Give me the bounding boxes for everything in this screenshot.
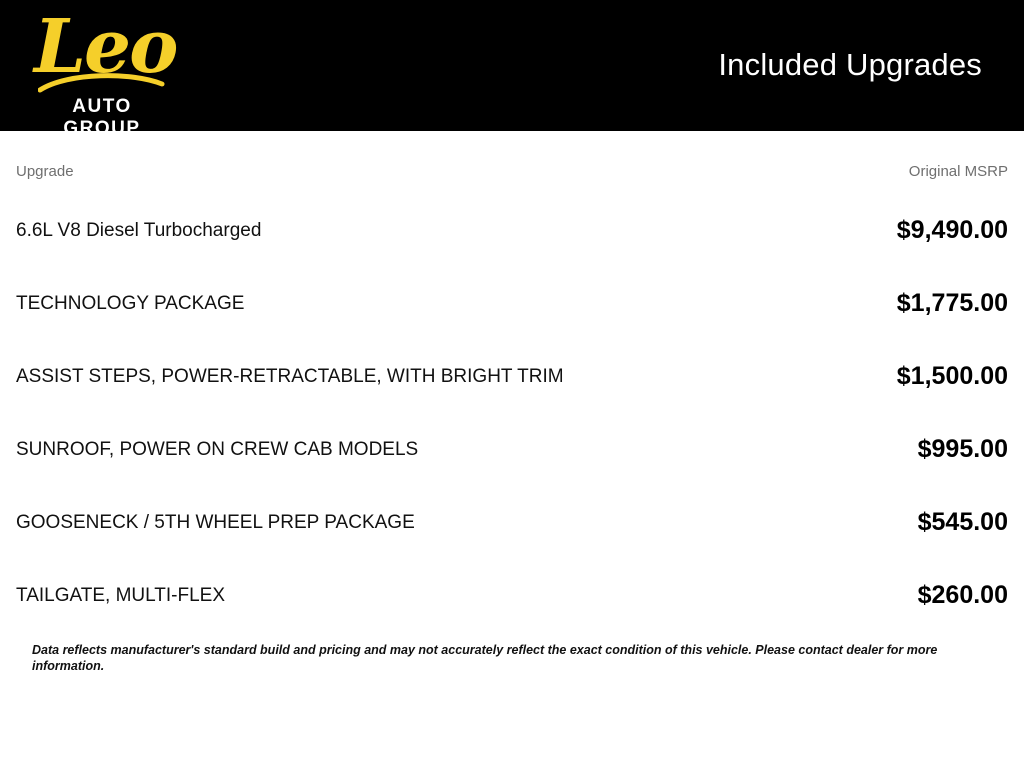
upgrade-price: $1,775.00	[896, 289, 1008, 317]
table-row	[16, 267, 1008, 340]
upgrades-content	[0, 131, 1024, 768]
table-row	[16, 413, 1008, 486]
logo-wordmark: Leo	[34, 4, 177, 90]
dealer-logo	[28, 4, 177, 139]
upgrade-price: $1,500.00	[896, 362, 1008, 390]
table-row	[16, 486, 1008, 559]
table-row	[16, 340, 1008, 413]
upgrade-price: $545.00	[917, 508, 1008, 536]
page-header	[0, 0, 1024, 139]
upgrade-price: $260.00	[917, 581, 1008, 609]
upgrade-name: SUNROOF, POWER ON CREW CAB MODELS	[16, 438, 419, 460]
upgrade-name: TAILGATE, MULTI-FLEX	[16, 584, 226, 606]
page-title: Included Upgrades	[718, 47, 982, 82]
upgrades-table	[16, 131, 1008, 632]
upgrade-name: 6.6L V8 Diesel Turbocharged	[16, 219, 262, 241]
table-row	[16, 194, 1008, 267]
table-row	[16, 559, 1008, 632]
upgrade-name: ASSIST STEPS, POWER-RETRACTABLE, WITH BRIGHT TRIM	[16, 365, 564, 387]
upgrades-table-body	[16, 194, 1008, 632]
table-header-row	[16, 131, 1008, 194]
column-header-upgrade: Upgrade	[16, 163, 74, 180]
upgrade-price: $995.00	[917, 435, 1008, 463]
column-header-msrp: Original MSRP	[908, 163, 1008, 180]
upgrade-name: GOOSENECK / 5TH WHEEL PREP PACKAGE	[16, 511, 415, 533]
logo-subtitle: AUTO GROUP	[63, 96, 141, 139]
upgrade-price: $9,490.00	[896, 216, 1008, 244]
footer-spacer	[16, 674, 1008, 714]
upgrade-name: TECHNOLOGY PACKAGE	[16, 292, 245, 314]
disclaimer-text: Data reflects manufacturer's standard build and pricing and may not accurately reflect the exact condition of this vehicle. Please contact dealer for more information.	[32, 643, 938, 673]
